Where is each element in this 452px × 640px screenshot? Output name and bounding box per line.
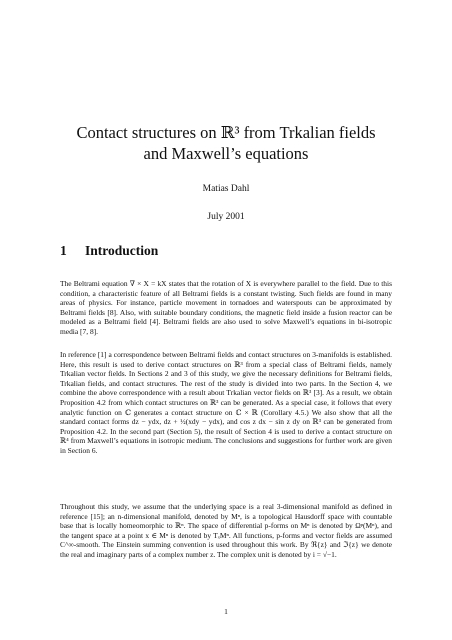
section-heading-introduction	[60, 243, 158, 259]
paragraph-manifold-assumptions: Throughout this study, we assume that the underlying space is a real 3-dimensional manifold as defined in reference [15]; an n-dimensional manifold, denoted by Mⁿ, is a topological Hausdorff space with countable base that is locally homeomorphic to ℝⁿ. The space of differential p-forms on Mⁿ is denoted by Ωᵖ(Mⁿ), and the tangent space at a point x ∈ Mⁿ is denoted by TₓMⁿ. All functions, p-forms and vector fields are assumed C^∞-smooth. The Einstein summing convention is used throughout this work. By ℜ{z} and ℑ{z} we denote the real and imaginary parts of a complex number z. The complex unit is denoted by i = √−1.	[60, 502, 392, 559]
section-title: Introduction	[85, 243, 159, 258]
paragraph-contact-structures: In reference [1] a correspondence between Beltrami fields and contact structures on 3-manifolds is established. Here, this result is used to derive contact structures on ℝ³ from a special class of Beltrami fields, namely Trkalian vector fields. In Sections 2 and 3 of this study, we give the necessary definitions for Beltrami fields, Trkalian fields, and contact structures. The rest of the study is divided into two parts. In the Section 4, we combine the above correspondence with a result about Trkalian vector fields on ℝ³ [3]. As a result, we obtain Proposition 4.2 from which contact structures on ℝ³ can be generated. As a special case, it follows that every analytic function on ℂ generates a contact structure on ℂ × ℝ (Corollary 4.5.) We also show that all the standard contact forms dz − ydx, dz + ½(xdy − ydx), and cos z dx − sin z dy on ℝ³ can be generated from Proposition 4.2. In the second part (Section 5), the result of Section 4 is used to derive a contact structure on ℝ⁴ from Maxwell’s equations in isotropic medium. The conclusions and suggestions for further work are given in Section 6.	[60, 350, 392, 455]
page-number: 1	[224, 607, 228, 616]
paper-title-line-1: Contact structures on ℝ³ from Trkalian fields	[76, 123, 376, 142]
section-number: 1	[60, 243, 67, 258]
publication-date: July 2001	[207, 212, 245, 222]
paper-title-line-2: and Maxwell’s equations	[143, 144, 309, 163]
author-name: Matias Dahl	[202, 184, 250, 194]
paragraph-beltrami-equation: The Beltrami equation ∇ × X = kX states that the rotation of X is everywhere parallel to the field. Due to this condition, a characteristic feature of all Beltrami fields is a constant twisting. Such fields are found in many areas of physics. For instance, particle movement in tornadoes and waterspouts can be approximated by Beltrami fields [8]. Also, with suitable boundary conditions, the magnetic field inside a fusion reactor can be modeled as a Beltrami field [4]. Beltrami fields are also used to solve Maxwell’s equations in bi-isotropic media [7, 8].	[60, 279, 392, 336]
